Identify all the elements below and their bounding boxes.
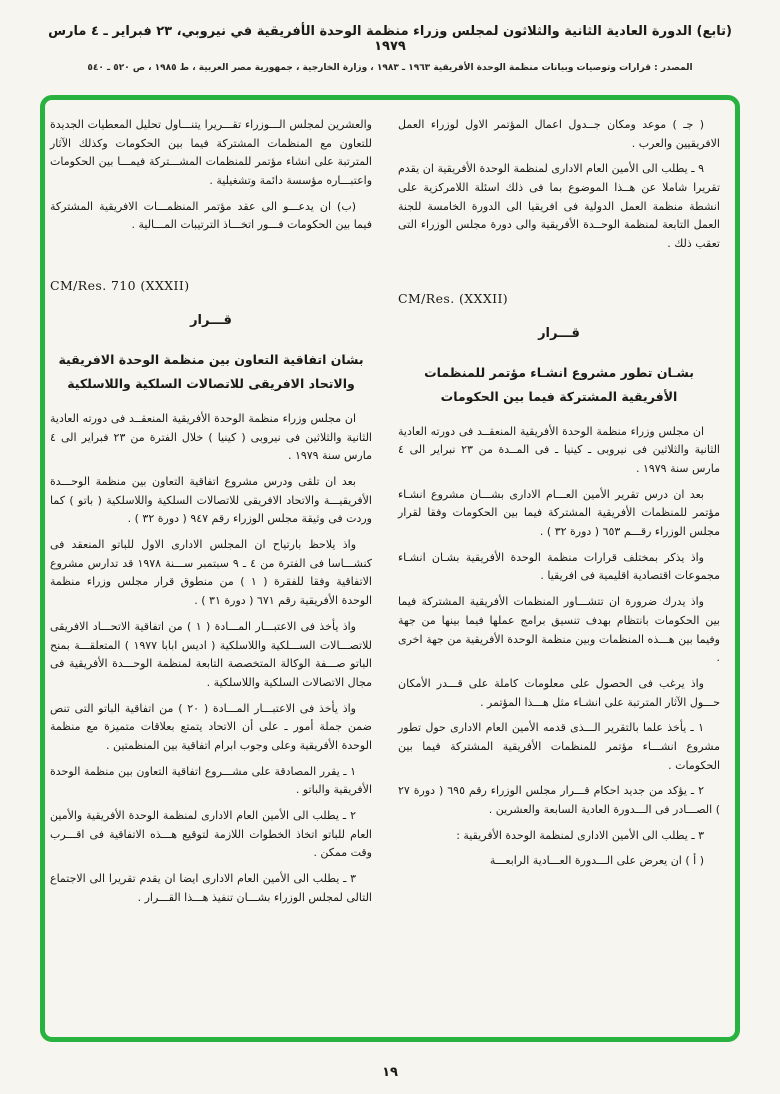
decision-heading: قـــرار xyxy=(190,313,232,329)
paragraph: ٢ ـ يؤكد من جديد احكام قـــرار مجلس الوزراء رقم ٦٩٥ ( دورة ٢٧ ) الصـــادر فى الـــدورة العادية السابعة والعشرين . xyxy=(398,784,720,817)
paragraph: واذ يلاحظ بارتياح ان المجلس الادارى الاول للباتو المنعقد فى كنشـــاسا فى الفترة من ٤ ـ ٩ سبتمبر ســـنة ١٩٧٨ قد تدارس مشروع الاتفاقية وفقا للفقرة ( ١ ) من منطوق قرار مجلس وزراء منظمة الوحدة الأفريقية رقم ٦٧١ ( دورة ٣١ ) . xyxy=(50,538,372,608)
page-number: ١٩ xyxy=(382,1065,398,1080)
paragraph: ٩ ـ يطلب الى الأمين العام الادارى لمنظمة الوحدة الأفريقية ان يقدم تقريرا شاملا عن هــذا الموضوع بما فى ذلك اسئلة اللامركزية على انشطة منظمة العمل الدولية فى افريقيا الى الدورة الخامسة للجنة العمل التابعة لمنظمة الوحــدة الأفريقية والى دورة مجلس الوزراء التى تعقب ذلك . xyxy=(398,162,720,251)
decision-title-line2: والاتحاد الافريقى للاتصالات السلكية واللاسلكية xyxy=(67,376,355,392)
paragraph: بعد ان تلقى ودرس مشروع اتفاقية التعاون بين منظمة الوحـــدة الأفريقيـــة والاتحاد الافريقى للاتصالات السلكية واللاسلكية ( باتو ) كما وردت فى وثيقة مجلس الوزراء رقم ٩٤٧ ( دورة ٣٢ ) . xyxy=(50,475,372,526)
decision-title-line2: الأفريقية المشتركة فيما بين الحكومات xyxy=(440,388,678,404)
paragraph: ( جـ ) موعد ومكان جــدول اعمال المؤتمر الاول لوزراء العمل الافريقيين والعرب . xyxy=(398,118,720,150)
column-right xyxy=(398,116,720,1027)
paragraph: ان مجلس وزراء منظمة الوحدة الأفريقية المنعقــد فى دورته العادية الثانية والثلاثين فى نيروبى ( كينيا ) خلال الفترة من ٢٣ فبراير الى ٤ مارس سنة ١٩٧٩ . xyxy=(50,411,372,463)
paragraph: ( أ ) ان يعرض على الـــدورة العـــادية الرابعـــة xyxy=(489,854,704,868)
paragraph: والعشرين لمجلس الـــوزراء تقـــريرا يتنـــاول تحليل المعطيات الجديدة للتعاون مع المنظمات المشتركة فيما بين الحكومات وكذلك الآثار المترتبة على انشاء مؤتمر للمنظمات المشـــتركة فيمـــا بين الحكومات واعتبـــاره مؤسسة دائمة وتشغيلية . xyxy=(50,118,372,188)
paragraph: بعد ان درس تقرير الأمين العـــام الادارى بشـــان مشروع انشـاء مؤتمر للمنظمات الأفريقية المشتركة فيما بين الحكومات وفقا لقرار مجلس الوزراء رقـــم ٦٥٣ ( دورة ٣٢ ) . xyxy=(398,487,720,539)
paragraph: ان مجلس وزراء منظمة الوحدة الأفريقية المنعقــد فى دورته العادية الثانية والثلاثين فى نيروبى ـ كينيا ـ فى المــدة من ٢٣ نبراير الى ٤ مارس سنة ١٩٧٩ . xyxy=(398,424,720,476)
paragraph: واذ يذكر بمختلف قرارات منظمة الوحدة الأفريقية بشـان انشـاء مجموعات اقتصادية اقليمية فى افريقيا . xyxy=(398,550,720,583)
resolution-ref: CM/Res. 710 (XXXII) xyxy=(50,278,190,294)
paragraph: واذ يأخذ فى الاعتبـــار المـــادة ( ٢٠ ) من اتفاقية الباتو التى تنص ضمن جملة أمور ـ على أن الاتحاد يتمتع بعلاقات متميزة مع منظمة الوحدة الأفريقية وعلى وجوب ابرام اتفاقية بين المنظمتين . xyxy=(50,701,372,752)
paragraph: ٣ ـ يطلب الى الأمين العام الادارى ايضا ان يقدم تقريرا الى الاجتماع التالى لمجلس الوزراء بشـــان تنفيذ هـــذا القـــرار . xyxy=(50,872,372,904)
decision-title xyxy=(398,361,720,409)
paragraph: ٢ ـ يطلب الى الأمين العام الادارى لمنظمة الوحدة الأفريقية والأمين العام للباتو اتخاذ الخطوات اللازمة لتوقيع هـــذه الاتفاقية فى اقـــرب وقت ممكن . xyxy=(50,809,372,860)
column-left xyxy=(50,116,372,1027)
content-frame xyxy=(40,95,740,1042)
paragraph: (ب) ان يدعـــو الى عقد مؤتمر المنظمـــات الافريقية المشتركة فيما بين الحكومات فـــور اتخـــاذ الترتيبات المـــالية . xyxy=(50,199,372,232)
resolution-ref: CM/Res. (XXXII) xyxy=(398,290,509,306)
paragraph: واذ يأخذ فى الاعتبـــار المـــادة ( ١ ) من اتفاقية الاتحـــاد الافريقى للاتصـــالات الســـلكية واللاسلكية ( اديس ابابا ١٩٧٧ ) المتعلقـــة بمنح الباتو صـــفة الوكالة المتخصصة التابعة لمنظمة الوحـــدة الأفريقية فى مجال الاتصالات السلكية واللاسلكية . xyxy=(50,619,372,689)
paragraph: ١ ـ يأخذ علما بالتقرير الـــذى قدمه الأمين العام الادارى حول تطور مشروع انشـــاء مؤتمر للمنظمات الأفريقية المشتركة فيما بين الحكومات . xyxy=(398,721,720,772)
header-source-line: المصدر : قرارات وتوصيات وبيانات منظمة الوحدة الأفريقية ١٩٦٣ ـ ١٩٨٣ ، وزارة الخارجية ، جمهورية مصر العربية ، ط ١٩٨٥ ، ص ٥٢٠ ـ ٥٤٠ xyxy=(87,63,693,73)
paragraph: ٣ ـ يطلب الى الأمين الادارى لمنظمة الوحدة الأفريقية : xyxy=(456,828,704,842)
decision-title xyxy=(50,348,372,396)
decision-heading: قـــرار xyxy=(538,326,580,342)
page-header xyxy=(0,0,780,73)
header-session-line: (تابع) الدورة العادية الثانية والثلاثون لمجلس وزراء منظمة الوحدة الأفريقية في نيروبي، ٢٣ فبراير ـ ٤ مارس ١٩٧٩ xyxy=(48,24,732,54)
paragraph: واذ يرغب فى الحصول على معلومات كاملة على قـــدر الأمكان حـــول الآثار المترتبة على انشـاء مثل هـــذا المؤتمر . xyxy=(398,676,720,709)
decision-title-line1: بشـان تطور مشروع انشـاء مؤتمر للمنظمات xyxy=(424,365,694,381)
decision-title-line1: بشان اتفاقية التعاون بين منظمة الوحدة الافريقية xyxy=(58,352,364,368)
paragraph: واذ يدرك ضرورة ان تتشـــاور المنظمات الأفريقية المشتركة فيما بين الحكومات بانتظام بهدف تنسيق برامج عملها فيما بينها من جهة وفيما بين هـــذه المنظمات وبين منظمة الوحدة الأفريقية من جهة اخرى . xyxy=(398,595,720,665)
paragraph: ١ ـ يقرر المصادقة على مشـــروع اتفاقية التعاون بين منظمة الوحدة الأفريقية والباتو . xyxy=(50,764,372,797)
